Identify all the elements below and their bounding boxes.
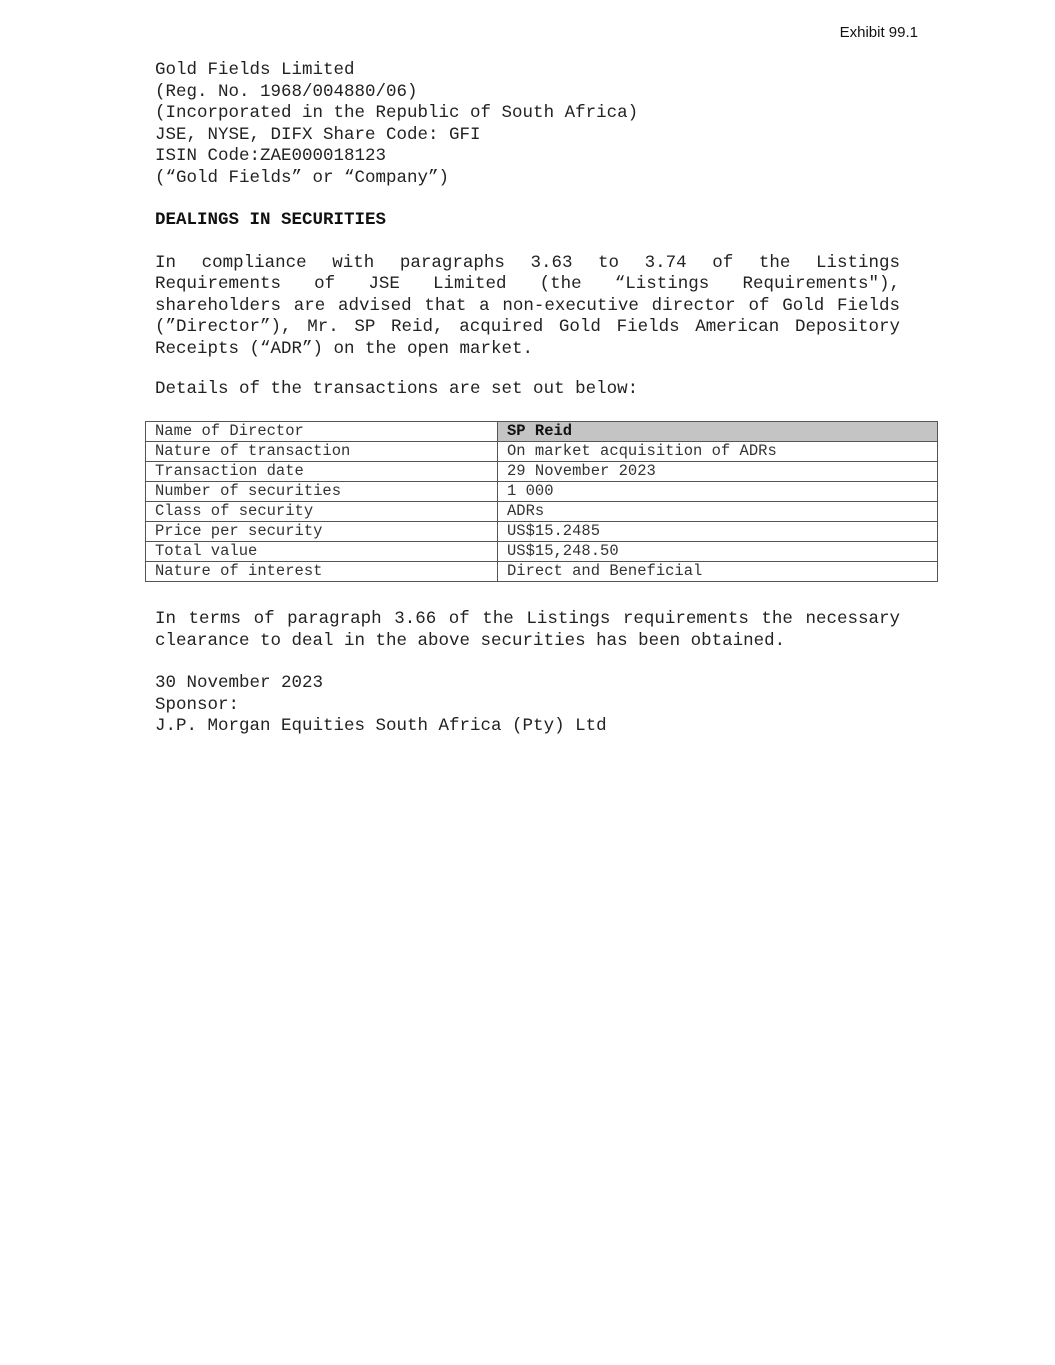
row-value: SP Reid — [498, 422, 938, 442]
table-row — [146, 482, 938, 502]
row-label: Class of security — [146, 502, 498, 522]
row-value: US$15,248.50 — [498, 542, 938, 562]
row-label: Nature of transaction — [146, 442, 498, 462]
row-value: On market acquisition of ADRs — [498, 442, 938, 462]
sponsor-label: Sponsor: — [155, 694, 240, 715]
incorporation-note: (Incorporated in the Republic of South Africa) — [155, 103, 639, 123]
sponsor-name: J.P. Morgan Equities South Africa (Pty) Ltd — [155, 716, 607, 736]
row-label: Price per security — [146, 522, 498, 542]
company-alias: (“Gold Fields” or “Company”) — [155, 167, 450, 188]
table-row — [146, 462, 938, 482]
registration-number: (Reg. No. 1968/004880/06) — [155, 81, 418, 102]
row-value: Direct and Beneficial — [498, 562, 938, 582]
table-row — [146, 442, 938, 462]
row-label: Nature of interest — [146, 562, 498, 582]
row-label: Total value — [146, 542, 498, 562]
share-code: JSE, NYSE, DIFX Share Code: GFI — [155, 124, 481, 145]
transaction-table — [145, 421, 938, 582]
transaction-table-wrapper — [145, 421, 938, 582]
isin-code: ISIN Code:ZAE000018123 — [155, 146, 387, 166]
table-row — [146, 542, 938, 562]
row-label: Transaction date — [146, 462, 498, 482]
announcement-title: DEALINGS IN SECURITIES — [155, 210, 387, 230]
exhibit-label: Exhibit 99.1 — [839, 24, 918, 41]
details-intro: Details of the transactions are set out below: — [155, 379, 639, 399]
clearance-paragraph: In terms of paragraph 3.66 of the Listings requirements the necessary clearance to deal in the above securities has been obtained. — [155, 609, 900, 651]
table-row — [146, 502, 938, 522]
table-row — [146, 422, 938, 442]
row-label: Number of securities — [146, 482, 498, 502]
table-row — [146, 562, 938, 582]
company-header — [155, 60, 900, 189]
row-value: 1 000 — [498, 482, 938, 502]
row-value: ADRs — [498, 502, 938, 522]
footer-block — [155, 673, 900, 738]
table-row — [146, 522, 938, 542]
document-body — [155, 60, 900, 401]
intro-paragraph: In compliance with paragraphs 3.63 to 3.74 of the Listings Requirements of JSE Limited (the “Listings Requirements"), shareholders are advised that a non-executive director of Gold Fields (”Director”), Mr. SP Reid, acquired Gold Fields American Depository Receipts (“ADR”) on the open market. — [155, 252, 900, 359]
announcement-date: 30 November 2023 — [155, 673, 324, 693]
row-value: US$15.2485 — [498, 522, 938, 542]
company-name: Gold Fields Limited — [155, 60, 355, 80]
closing-section — [155, 609, 900, 738]
row-value: 29 November 2023 — [498, 462, 938, 482]
row-label: Name of Director — [146, 422, 498, 442]
